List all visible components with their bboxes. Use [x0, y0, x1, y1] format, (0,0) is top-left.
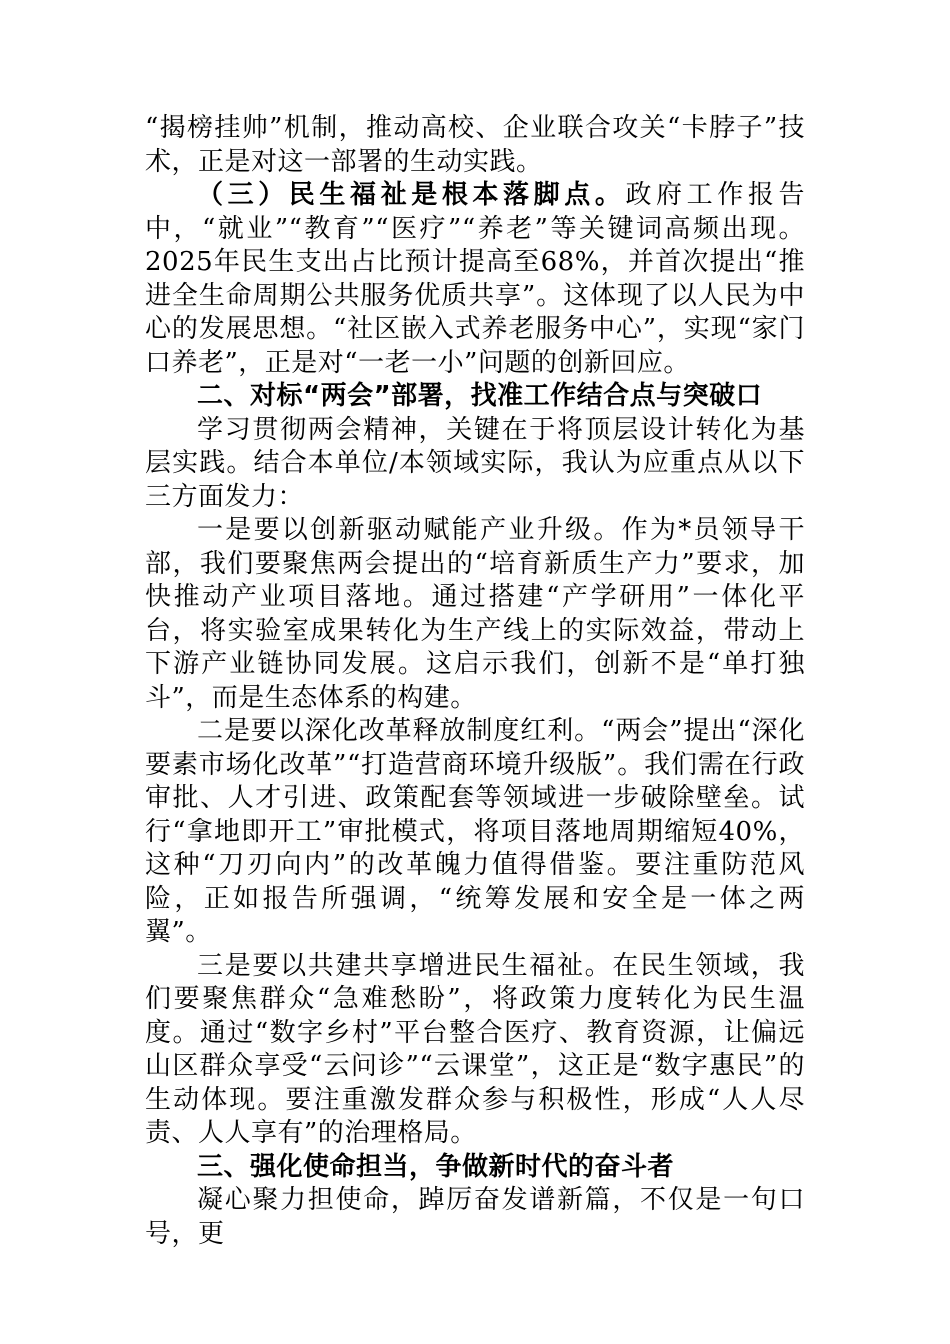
paragraph-innovation: 一是要以创新驱动赋能产业升级。作为*员领导干部，我们要聚焦两会提出的“培育新质生产力”要求，加快推动产业项目落地。通过搭建“产学研用”一体化平台，将实验室成果转化为生产线上的实际效益，带动上下游产业链协同发展。这启示我们，创新不是“单打独斗”，而是生态体系的构建。 [145, 515, 805, 713]
paragraph-livelihood [145, 179, 805, 380]
paragraph-shared-welfare: 三是要以共建共享增进民生福祉。在民生领域，我们要聚焦群众“急难愁盼”，将政策力度转化为民生温度。通过“数字乡村”平台整合医疗、教育资源，让偏远山区群众享受“云问诊”“云课堂”，这正是“数字惠民”的生动体现。要注重激发群众参与积极性，形成“人人尽责、人人享有”的治理格局。 [145, 950, 805, 1148]
paragraph-intro: 学习贯彻两会精神，关键在于将顶层设计转化为基层实践。结合本单位/本领域实际，我认为应重点从以下三方面发力： [145, 414, 805, 512]
paragraph-reform: 二是要以深化改革释放制度红利。“两会”提出“深化要素市场化改革”“打造营商环境升级版”。我们需在行政审批、人才引进、政策配套等领域进一步破除壁垒。试行“拿地即开工”审批模式，将项目落地周期缩短40%，这种“刀刃向内”的改革魄力值得借鉴。要注重防范风险，正如报告所强调，“统筹发展和安全是一体之两翼”。 [145, 716, 805, 947]
paragraph-continuation: “揭榜挂帅”机制，推动高校、企业联合攻关“卡脖子”技术，正是对这一部署的生动实践。 [145, 113, 805, 177]
section-heading-three: 三、强化使命担当，争做新时代的奋斗者 [197, 1151, 675, 1182]
document-body [145, 112, 805, 1251]
subsection-heading-three: （三）民生福祉是根本落脚点。 [197, 180, 626, 210]
section-heading-two: 二、对标“两会”部署，找准工作结合点与突破口 [197, 381, 763, 411]
paragraph-mission: 凝心聚力担使命，踔厉奋发谱新篇，不仅是一句口号，更 [145, 1185, 805, 1249]
paragraph-livelihood-body: 政府工作报告中，“就业”“教育”“医疗”“养老”等关键词高频出现。2025年民生支出占比预计提高至68%，并首次提出“推进全生命周期公共服务优质共享”。这体现了以人民为中心的发展思想。“社区嵌入式养老服务中心”，实现“家门口养老”，正是对“一老一小”问题的创新回应。 [145, 180, 805, 378]
